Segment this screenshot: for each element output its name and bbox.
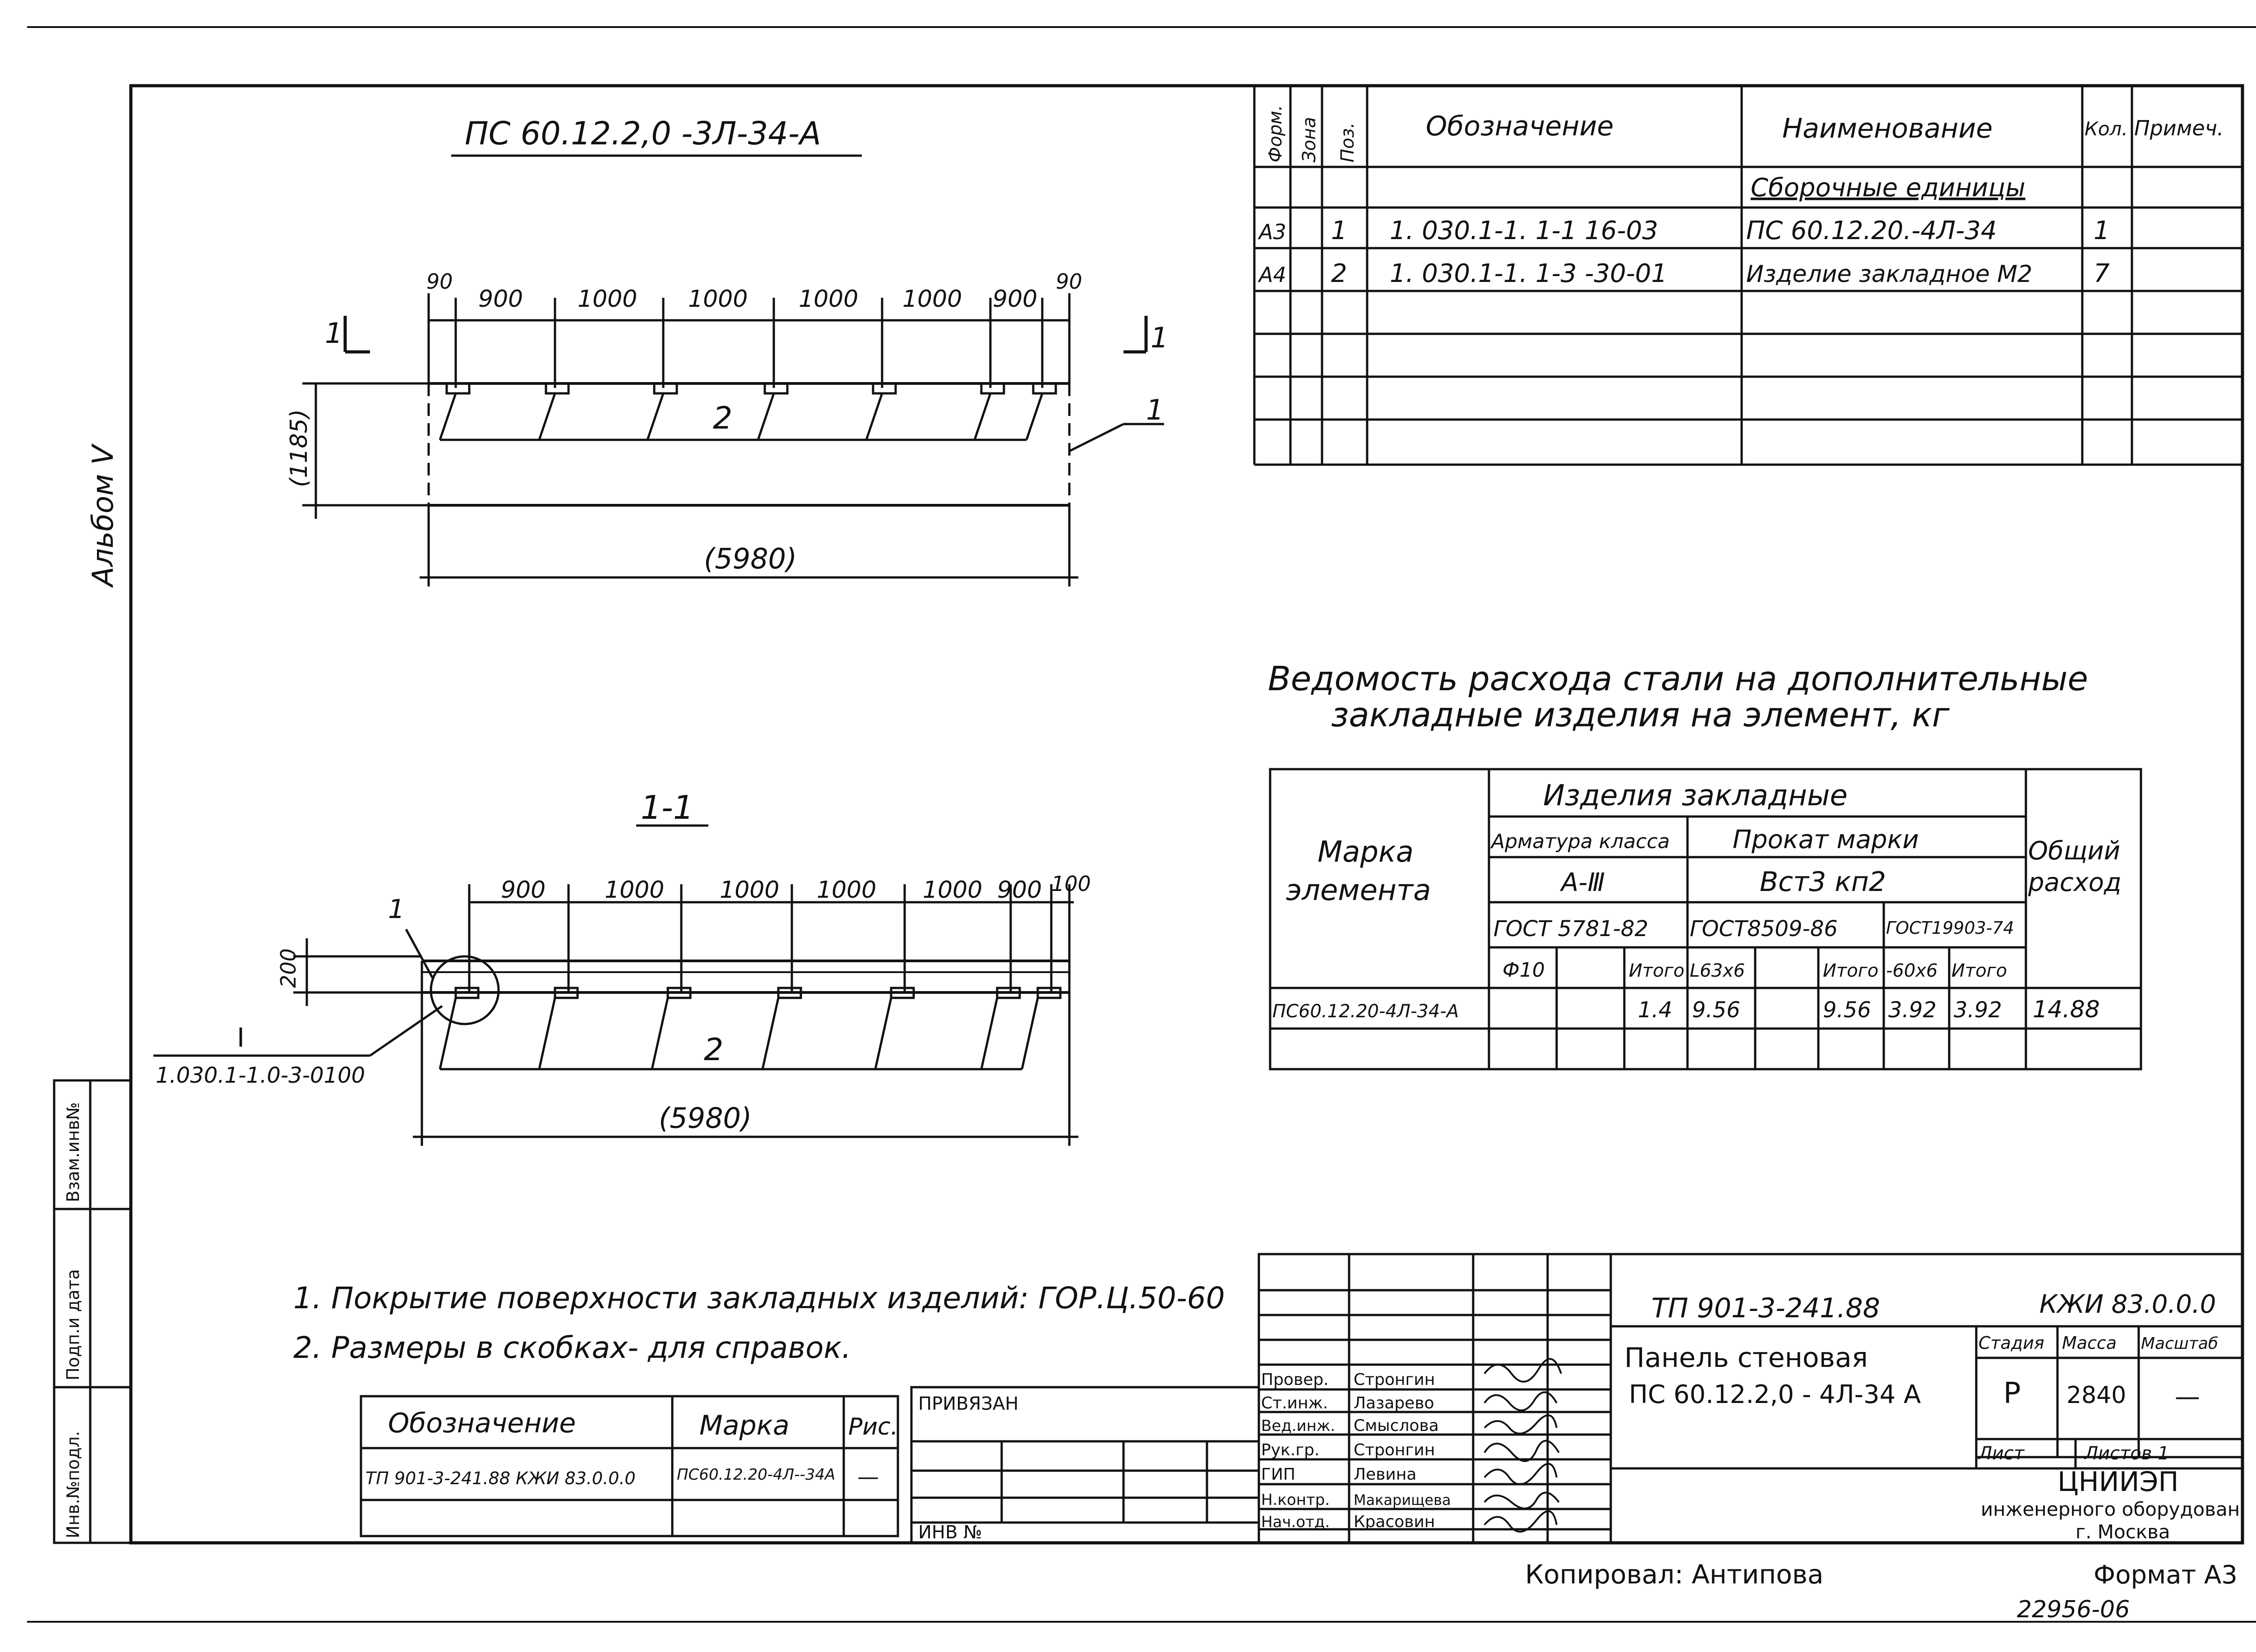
plan-dim-1: 900 — [478, 286, 523, 313]
ref-fig: — — [857, 1464, 879, 1490]
signer-2-role: Вед.инж. — [1261, 1417, 1336, 1435]
tb-org-1: ЦНИИЭП — [2057, 1466, 2179, 1498]
section-dim-2: 1000 — [720, 877, 780, 904]
steel-h-total-1: Общий — [2028, 836, 2121, 866]
note-1: 1. Покрытие поверхности закладных изделий: ГОР.Ц.50-60 — [293, 1281, 1225, 1315]
spec-r0-qty: 1 — [2094, 216, 2110, 245]
tb-org-2: инженерного оборудован. — [1981, 1498, 2246, 1520]
panel-plan-view — [302, 156, 1164, 586]
tb-code: КЖИ 83.0.0.0 — [2039, 1290, 2216, 1319]
signer-6-role: Нач.отд. — [1261, 1513, 1330, 1531]
spec-r1-form: А4 — [1259, 263, 1286, 287]
plan-dim-6: 900 — [993, 286, 1038, 313]
spec-h-qty: Кол. — [2085, 118, 2128, 140]
node-roman: I — [237, 1022, 245, 1053]
tb-sheet: Лист — [1979, 1443, 2025, 1464]
steel-title-1: Ведомость расхода стали на дополнительные — [1268, 660, 2088, 698]
album-label: Альбом Ⅴ — [87, 445, 120, 586]
spec-r1-designation: 1. 030.1-1. 1-3 -30-01 — [1390, 259, 1668, 288]
signer-3-name: Стронгин — [1354, 1441, 1435, 1459]
section-dimensions — [501, 872, 1091, 904]
steel-sub-3: L63х6 — [1690, 960, 1745, 981]
plan-dim-3: 1000 — [688, 286, 748, 313]
tb-project: ТП 901-3-241.88 — [1651, 1292, 1880, 1324]
signer-0-role: Провер. — [1261, 1371, 1329, 1389]
steel-row-c7: 3.92 — [1954, 997, 2002, 1023]
signer-4-role: ГИП — [1261, 1465, 1295, 1484]
panel-mark-title: ПС 60.12.2,0 -3Л-34-А — [465, 115, 821, 152]
spec-r1-name: Изделие закладное М2 — [1746, 261, 2033, 288]
steel-title-2: закладные изделия на элемент, кг — [1331, 696, 1950, 734]
plan-dim-2: 1000 — [578, 286, 638, 313]
plan-dimensions — [426, 269, 1082, 313]
spec-section-title: Сборочные единицы — [1751, 173, 2025, 203]
signer-1-name: Лазарево — [1354, 1394, 1434, 1412]
steel-row-mark: ПС60.12.20-4Л-34-А — [1272, 1001, 1459, 1022]
section-pos-label: 2 — [704, 1032, 724, 1068]
plan-cut-right: 1 — [1151, 321, 1169, 354]
tb-h-mass: Масса — [2062, 1333, 2117, 1353]
section-dim-1: 1000 — [605, 877, 665, 904]
spec-r0-pos: 1 — [1331, 216, 1347, 245]
ref-mark: ПС60.12.20-4Л--34А — [677, 1466, 836, 1484]
tb-org-3: г. Москва — [2076, 1521, 2170, 1543]
steel-row-c6: 3.92 — [1888, 997, 1937, 1023]
ref-h-fig: Рис. — [848, 1413, 898, 1440]
steel-h-total-2: расход — [2028, 868, 2122, 897]
signer-2-name: Смыслова — [1354, 1417, 1439, 1435]
steel-sub-6: -60х6 — [1886, 960, 1938, 981]
spec-r0-name: ПС 60.12.20.-4Л-34 — [1746, 216, 1997, 245]
note-2: 2. Размеры в скобках- для справок. — [293, 1330, 851, 1365]
spec-h-pos: Поз. — [1337, 122, 1358, 162]
plan-leader-label: 1 — [1146, 393, 1164, 426]
steel-sub-7: Итого — [1951, 960, 2007, 981]
signer-6-name: Красовин — [1354, 1513, 1435, 1531]
tb-h-scale: Масштаб — [2141, 1334, 2219, 1353]
side-stamp-inv: Инв.№подл. — [63, 1431, 83, 1538]
signer-0-name: Стронгин — [1354, 1371, 1435, 1389]
tb-sheets: Листов 1 — [2085, 1443, 2169, 1464]
steel-data-row — [1272, 996, 2100, 1023]
steel-h-rebar: Арматура класса — [1491, 830, 1670, 853]
section-dim-3: 1000 — [817, 877, 877, 904]
plan-dim-0: 90 — [426, 269, 453, 294]
steel-h-rolled: Прокат марки — [1733, 825, 1919, 854]
section-length-dim: (5980) — [659, 1102, 752, 1135]
spec-r0-form: А3 — [1259, 220, 1286, 244]
spec-r0-designation: 1. 030.1-1. 1-1 16-03 — [1390, 216, 1658, 245]
section-dim-0: 900 — [501, 877, 546, 904]
section-dim-4: 1000 — [923, 877, 983, 904]
ref-h-mark: Марка — [699, 1410, 790, 1441]
bound-label: ПРИВЯЗАН — [918, 1394, 1019, 1414]
node-reference: 1.030.1-1.0-3-0100 — [156, 1063, 365, 1088]
ref-designation: ТП 901-3-241.88 КЖИ 83.0.0.0 — [365, 1468, 636, 1488]
section-leader-label: 1 — [388, 894, 405, 924]
plan-dim-7: 90 — [1056, 269, 1082, 294]
steel-h-rebar-gost: ГОСТ 5781-82 — [1493, 916, 1649, 941]
spec-h-designation: Обозначение — [1426, 111, 1614, 142]
steel-h-rolled-grade: Вст3 кп2 — [1760, 866, 1886, 898]
spec-h-name: Наименование — [1782, 113, 1993, 144]
steel-sub-2: Итого — [1629, 960, 1685, 981]
inv-label: ИНВ № — [918, 1522, 982, 1543]
signer-1-role: Ст.инж. — [1261, 1394, 1328, 1412]
tb-scale: — — [2175, 1382, 2200, 1412]
steel-row-c3: 9.56 — [1692, 997, 1740, 1023]
spec-h-form: Форм. — [1265, 105, 1286, 162]
steel-h-gost2: ГОСТ19903-74 — [1886, 918, 2014, 938]
sheet-frame — [131, 86, 2242, 1543]
signer-5-name: Макарищева — [1354, 1491, 1451, 1509]
signer-5-role: Н.контр. — [1261, 1491, 1330, 1509]
side-stamp-sign: Подп.и дата — [63, 1269, 83, 1380]
tb-object-name-1: Панель стеновая — [1624, 1342, 1868, 1374]
spec-h-zone: Зона — [1299, 117, 1320, 162]
plan-height-dim: (1185) — [286, 409, 313, 487]
section-title: 1-1 — [641, 789, 694, 826]
steel-h-rebar-class: А-Ⅲ — [1561, 868, 1605, 897]
steel-row-c5: 9.56 — [1823, 997, 1871, 1023]
spec-r1-qty: 7 — [2094, 259, 2110, 288]
tb-object-name-2: ПС 60.12.2,0 - 4Л-34 А — [1629, 1380, 1921, 1409]
steel-row-c2: 1.4 — [1638, 997, 1673, 1023]
side-stamp-replace: Взам.инв№ — [63, 1102, 83, 1202]
plan-dim-5: 1000 — [902, 286, 962, 313]
steel-row-total: 14.88 — [2033, 996, 2100, 1023]
sheet-number: 22956-06 — [2017, 1596, 2130, 1623]
steel-h-items: Изделия закладные — [1543, 779, 1848, 812]
steel-sub-5: Итого — [1823, 960, 1879, 981]
signatures — [1484, 1359, 1561, 1532]
spec-r1-pos: 2 — [1331, 259, 1347, 288]
steel-h-gost1: ГОСТ8509-86 — [1690, 916, 1838, 941]
tb-h-stage: Стадия — [1979, 1333, 2044, 1353]
section-dim-6: 100 — [1051, 872, 1091, 896]
plan-length-dim: (5980) — [704, 542, 797, 575]
ref-h-designation: Обозначение — [388, 1407, 576, 1439]
format-label: Формат А3 — [2094, 1560, 2238, 1590]
signers — [1261, 1371, 1451, 1531]
steel-h-mark-2: элемента — [1286, 874, 1431, 907]
plan-cut-left: 1 — [325, 317, 343, 350]
copied-by: Копировал: Антипова — [1525, 1559, 1824, 1590]
spec-h-note: Примеч. — [2134, 116, 2224, 140]
steel-h-mark-1: Марка — [1318, 835, 1414, 869]
section-dim-5: 900 — [997, 877, 1042, 904]
steel-sub-0: Ф10 — [1502, 959, 1545, 982]
plan-dim-4: 1000 — [799, 286, 859, 313]
signer-3-role: Рук.гр. — [1261, 1441, 1320, 1459]
tb-mass: 2840 — [2066, 1382, 2127, 1409]
plan-pos-label: 2 — [713, 401, 733, 436]
signer-4-name: Левина — [1354, 1465, 1417, 1484]
tb-stage: Р — [2003, 1377, 2021, 1410]
section-height-dim: 200 — [276, 948, 300, 988]
